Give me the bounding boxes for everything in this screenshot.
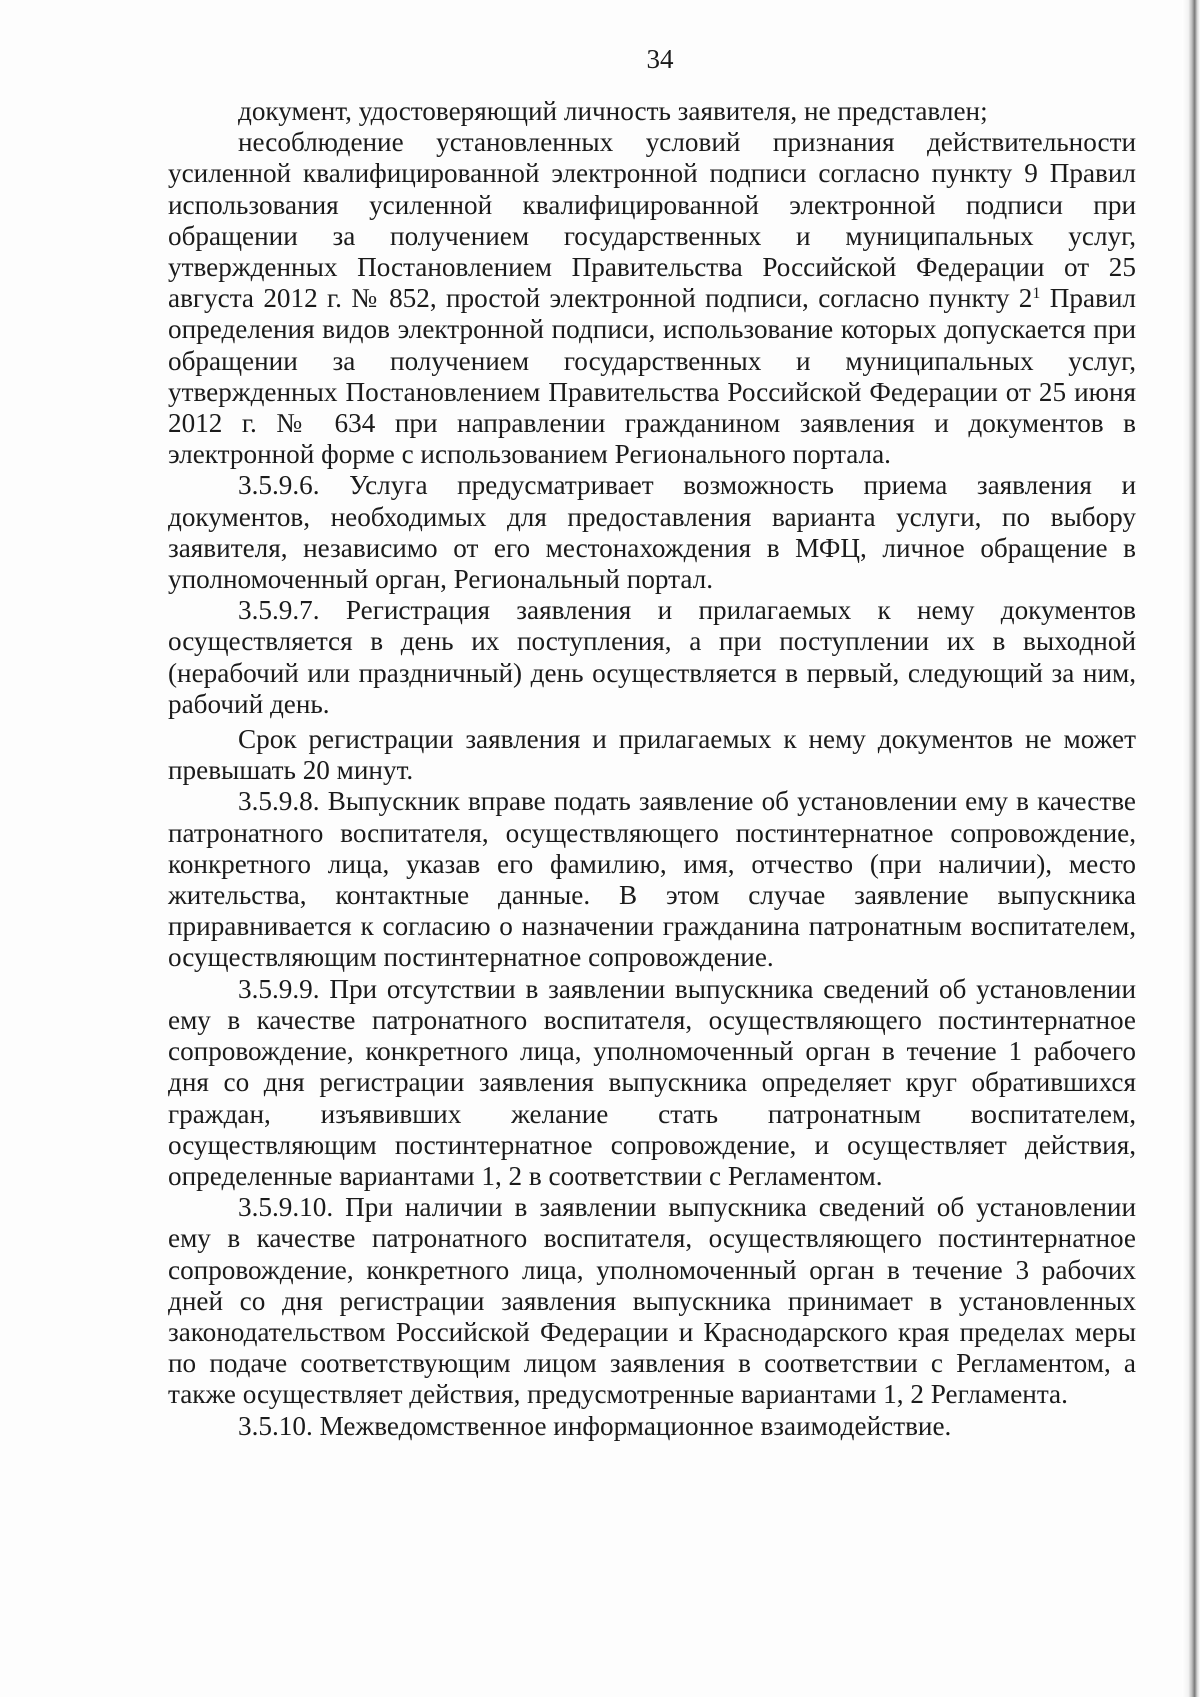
paragraph-signature-conditions-part1: несоблюдение установленных условий признания действительности усиленной квалифицированной электронной подписи согласно пункту 9 Правил использования усиленной квалифицированной электронной подписи при обращении за получением государственных и муниципальных услуг, утвержденных Постановлением Правительства Российской Федерации от 25 августа 2012 г. № 852, простой электронной подписи, согласно пункту 2 — [168, 127, 1136, 314]
paragraph-3-5-9-10: 3.5.9.10. При наличии в заявлении выпускника сведений об установлении ему в качестве патронатного воспитателя, осуществляющего постинтернатное сопровождение, конкретного лица, уполномоченный орган в течение 3 рабочих дней со дня регистрации заявления выпускника принимает в установленных законодательством Российской Федерации и Краснодарского края пределах меры по подаче соответствующим лицом заявления в соответствии с Регламентом, а также осуществляет действия, предусмотренные вариантами 1, 2 Регламента. — [168, 1192, 1136, 1410]
page-number: 34 — [646, 44, 674, 74]
scan-edge-shadow — [1182, 0, 1200, 1697]
paragraph-3-5-9-8: 3.5.9.8. Выпускник вправе подать заявление об установлении ему в качестве патронатного воспитателя, осуществляющего постинтернатное сопровождение, конкретного лица, указав его фамилию, имя, отчество (при наличии), место жительства, контактные данные. В этом случае заявление выпускника приравнивается к согласию о назначении гражданина патронатным воспитателем, осуществляющим постинтернатное сопровождение. — [168, 786, 1136, 973]
paragraph-3-5-9-6: 3.5.9.6. Услуга предусматривает возможность приема заявления и документов, необходимых для предоставления варианта услуги, по выбору заявителя, независимо от его местонахождения в МФЦ, личное обращение в уполномоченный орган, Региональный портал. — [168, 470, 1136, 595]
paragraph-3-5-9-7: 3.5.9.7. Регистрация заявления и прилагаемых к нему документов осуществляется в день их поступления, а при поступлении их в выходной (нерабочий или праздничный) день осуществляется в первый, следующий за ним, рабочий день. — [168, 595, 1136, 719]
paragraph-signature-conditions-part2: Правил определения видов электронной подписи, использование которых допускается при обращении за получением государственных и муниципальных услуг, утвержденных Постановлением Правительства Российской Федерации от 25 июня 2012 г. № 634 при направлении гражданином заявления и документов в электронной форме с использованием Регионального портала. — [168, 283, 1136, 470]
paragraph-3-5-10: 3.5.10. Межведомственное информационное взаимодействие. — [238, 1410, 952, 1441]
paragraph-3-5-9-9: 3.5.9.9. При отсутствии в заявлении выпускника сведений об установлении ему в качестве патронатного воспитателя, осуществляющего постинтернатное сопровождение, конкретного лица, уполномоченный орган в течение 1 рабочего дня со дня регистрации заявления выпускника определяет круг обратившихся граждан, изъявивших желание стать патронатным воспитателем, осуществляющим постинтернатное сопровождение, и осуществляет действия, определенные вариантами 1, 2 в соответствии с Регламентом. — [168, 973, 1136, 1191]
footnote-superscript: 1 — [1032, 285, 1041, 303]
paragraph-signature-conditions — [168, 127, 1136, 470]
paragraph-identity-document: документ, удостоверяющий личность заявителя, не представлен; — [238, 96, 988, 126]
document-body — [168, 96, 1136, 1442]
paragraph-registration-term: Срок регистрации заявления и прилагаемых к нему документов не может превышать 20 минут. — [168, 724, 1136, 786]
